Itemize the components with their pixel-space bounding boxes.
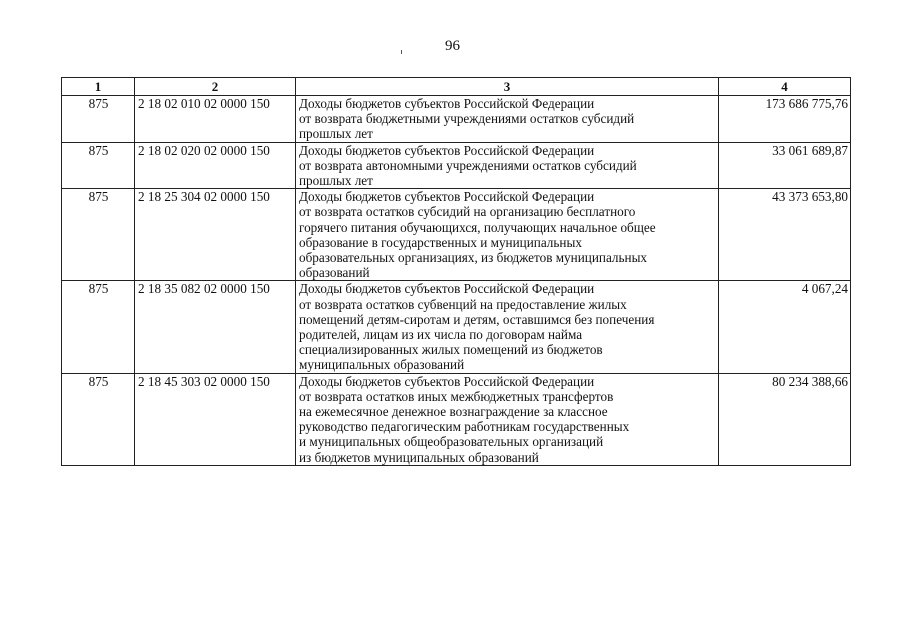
description-cell <box>296 189 719 281</box>
description-line: Доходы бюджетов субъектов Российской Федерации <box>299 281 595 297</box>
description-line: от возврата автономными учреждениями остатков субсидий <box>299 157 637 173</box>
description-line: на ежемесячное денежное вознаграждение за классное <box>299 404 608 420</box>
description-line: от возврата остатков субвенций на предоставление жилых <box>299 296 627 312</box>
amount-cell: 33 061 689,87 <box>719 142 851 189</box>
description-cell <box>296 142 719 189</box>
description-line: помещений детям-сиротам и детям, оставшимся без попечения <box>299 311 655 327</box>
amount-cell: 43 373 653,80 <box>719 189 851 281</box>
revenue-code-cell: 2 18 45 303 02 0000 150 <box>135 373 296 465</box>
chapter-code-cell: 875 <box>62 373 135 465</box>
header-col-4: 4 <box>719 78 851 96</box>
header-col-2: 2 <box>135 78 296 96</box>
description-line: образование в государственных и муниципальных <box>299 234 582 250</box>
header-col-1: 1 <box>62 78 135 96</box>
description-line: и муниципальных общеобразовательных организаций <box>299 434 604 450</box>
description-line: образований <box>299 265 370 281</box>
description-line: из бюджетов муниципальных образований <box>299 449 539 465</box>
header-col-3: 3 <box>296 78 719 96</box>
table-row <box>62 142 851 189</box>
budget-revenue-table <box>61 77 851 466</box>
page-number: 96 <box>445 38 460 54</box>
revenue-code-cell: 2 18 35 082 02 0000 150 <box>135 281 296 373</box>
description-line: прошлых лет <box>299 126 373 142</box>
description-line: руководство педагогическим работникам государственных <box>299 419 630 435</box>
description-line: Доходы бюджетов субъектов Российской Федерации <box>299 373 595 389</box>
amount-cell: 4 067,24 <box>719 281 851 373</box>
description-line: прошлых лет <box>299 173 373 189</box>
description-cell <box>296 373 719 465</box>
description-line: от возврата остатков иных межбюджетных трансфертов <box>299 388 614 404</box>
amount-cell: 80 234 388,66 <box>719 373 851 465</box>
description-line: Доходы бюджетов субъектов Российской Федерации <box>299 142 595 158</box>
amount-cell: 173 686 775,76 <box>719 96 851 143</box>
chapter-code-cell: 875 <box>62 281 135 373</box>
table-header-row <box>62 78 851 96</box>
revenue-code-cell: 2 18 02 010 02 0000 150 <box>135 96 296 143</box>
description-line: муниципальных образований <box>299 357 465 373</box>
chapter-code-cell: 875 <box>62 142 135 189</box>
description-line: от возврата остатков субсидий на организацию бесплатного <box>299 204 636 220</box>
description-line: образовательных организациях, из бюджетов муниципальных <box>299 250 648 266</box>
table-row <box>62 373 851 465</box>
description-line: от возврата бюджетными учреждениями остатков субсидий <box>299 111 635 127</box>
table-row <box>62 281 851 373</box>
description-line: Доходы бюджетов субъектов Российской Федерации <box>299 189 595 205</box>
description-cell <box>296 281 719 373</box>
scan-artifact <box>401 50 402 54</box>
description-line: специализированных жилых помещений из бюджетов <box>299 342 603 358</box>
chapter-code-cell: 875 <box>62 189 135 281</box>
description-line: Доходы бюджетов субъектов Российской Федерации <box>299 96 595 111</box>
table-row <box>62 189 851 281</box>
description-line: родителей, лицам из их числа по договорам найма <box>299 327 583 343</box>
table-row <box>62 96 851 143</box>
revenue-code-cell: 2 18 02 020 02 0000 150 <box>135 142 296 189</box>
description-cell <box>296 96 719 143</box>
chapter-code-cell: 875 <box>62 96 135 143</box>
revenue-code-cell: 2 18 25 304 02 0000 150 <box>135 189 296 281</box>
description-line: горячего питания обучающихся, получающих начальное общее <box>299 219 656 235</box>
